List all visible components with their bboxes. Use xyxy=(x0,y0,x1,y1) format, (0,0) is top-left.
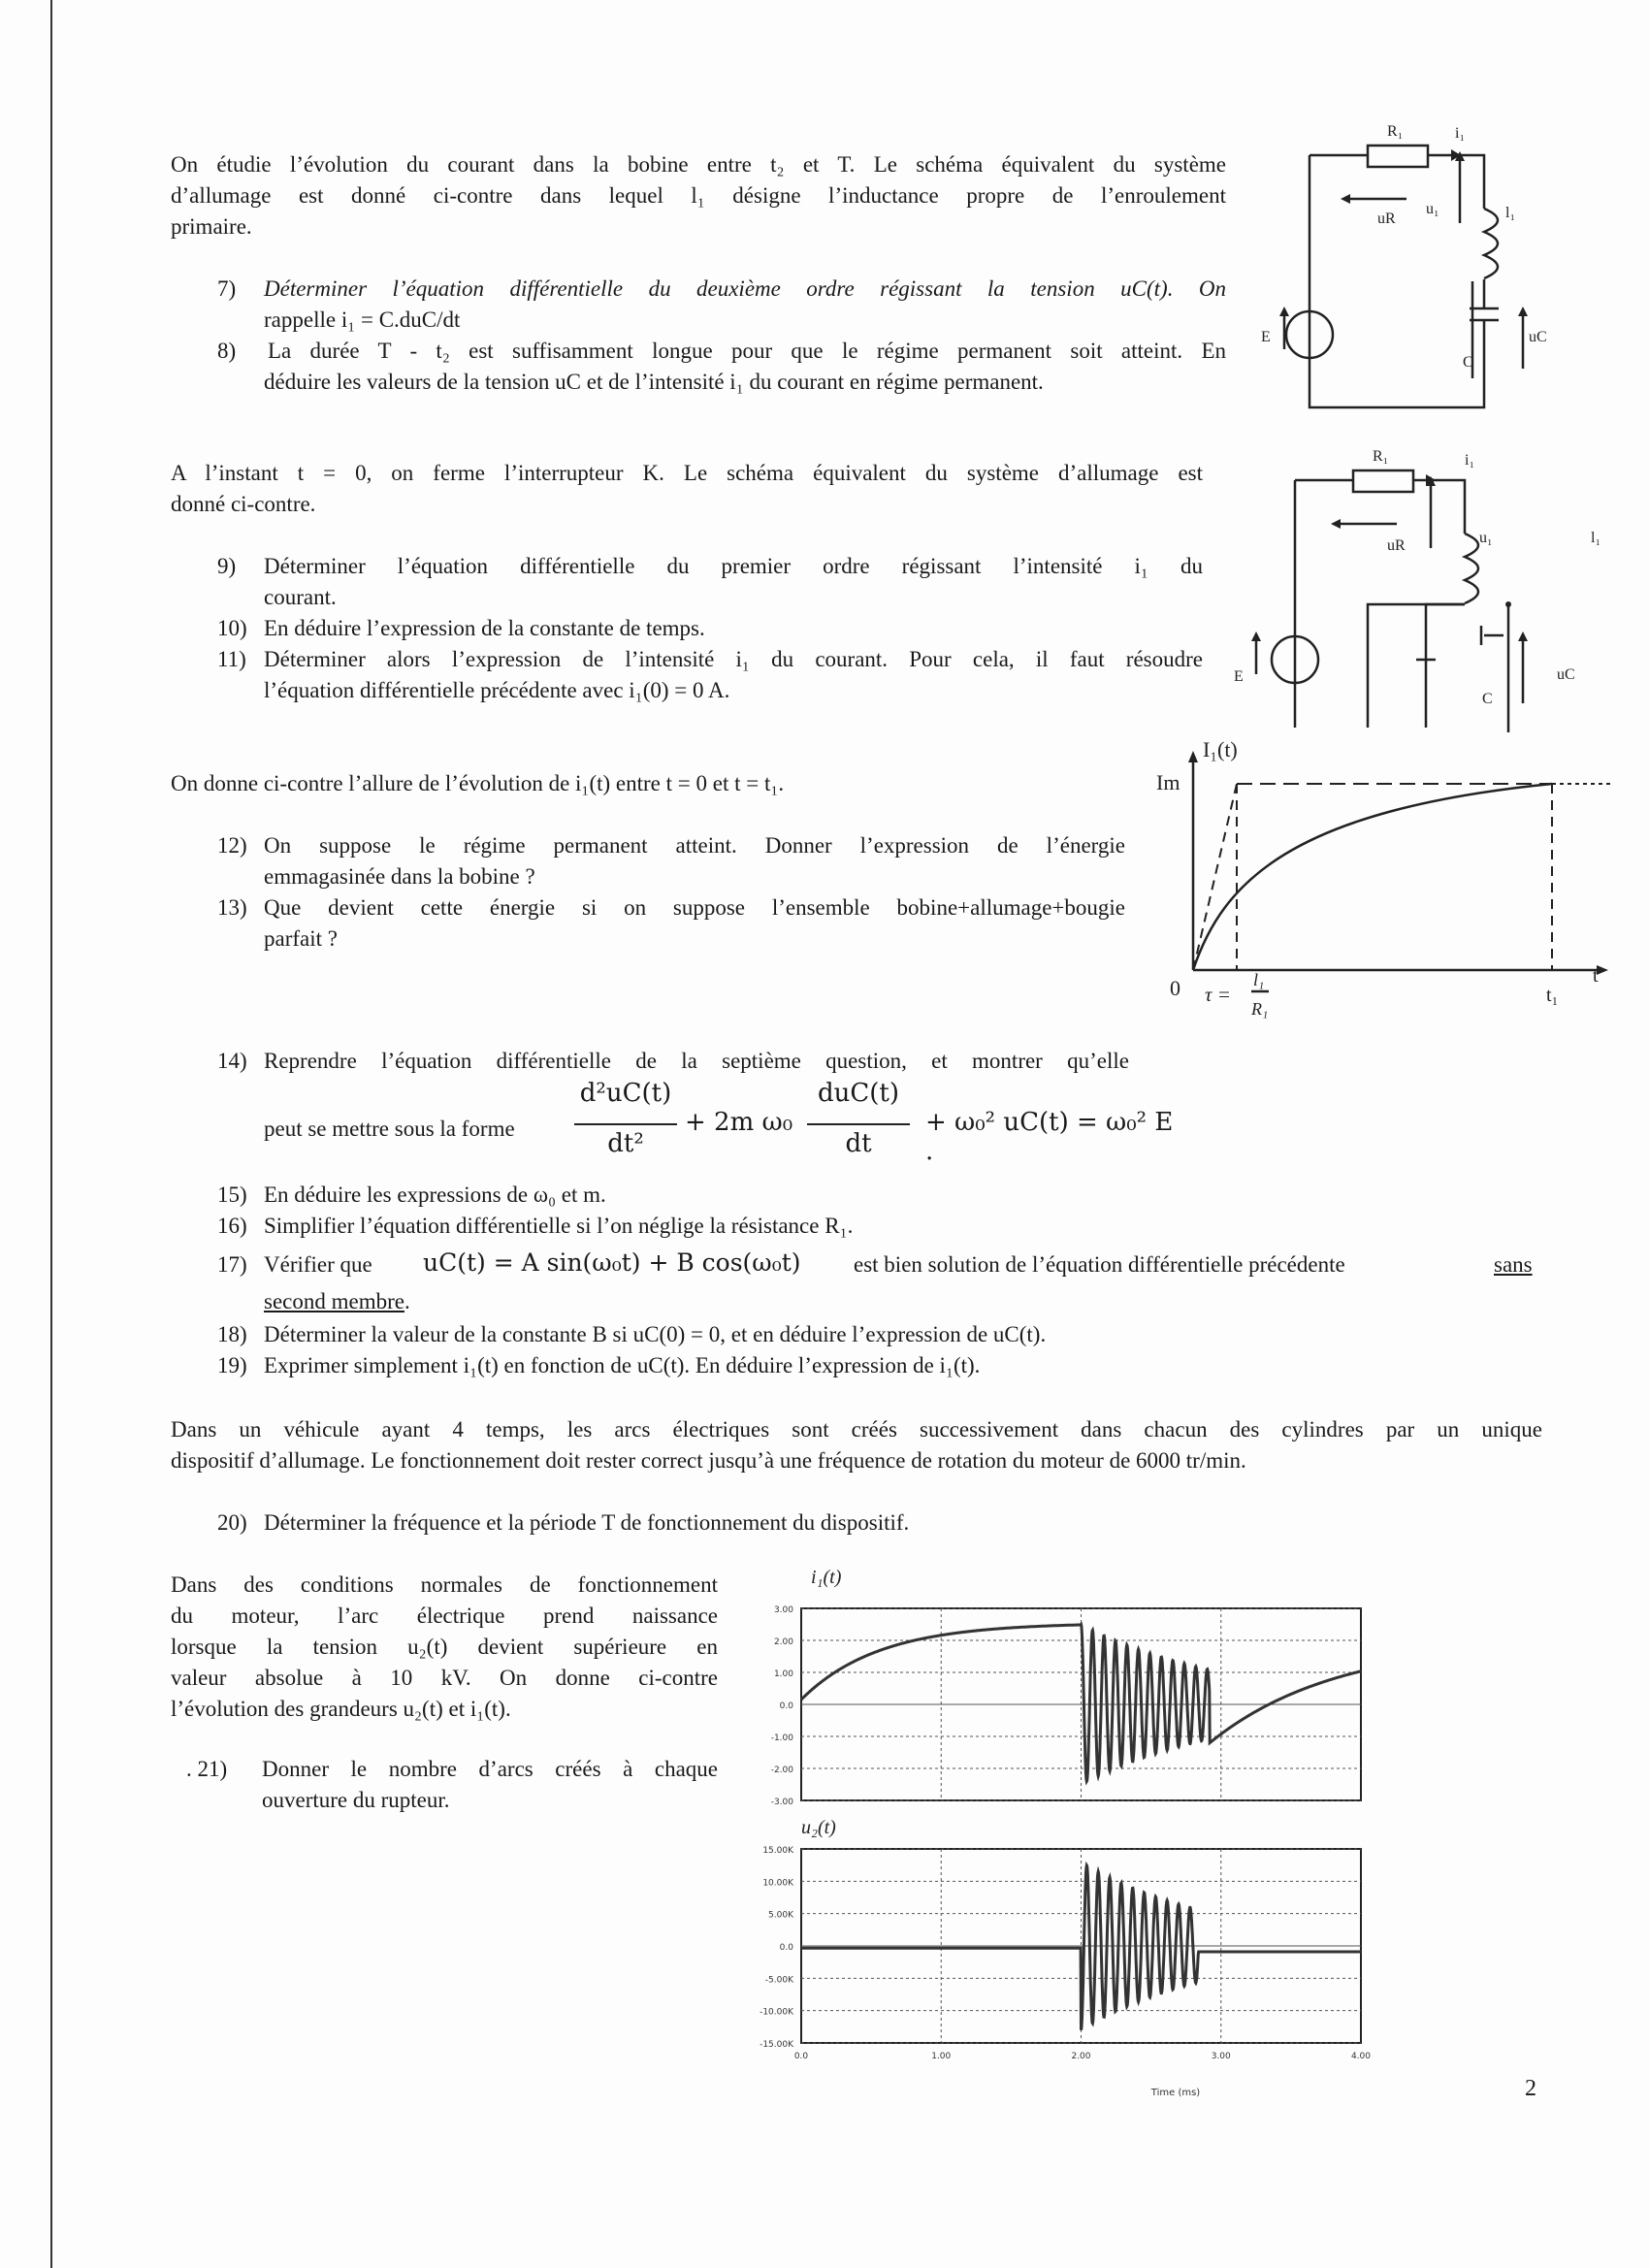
left-margin-rule xyxy=(50,0,52,2268)
question-text-line2: ouverture du rupteur. xyxy=(262,1788,450,1812)
chart-i1-title: i₁(t) xyxy=(811,1567,842,1588)
question-number: 18) xyxy=(217,1322,247,1346)
q17-underlined2: second membre xyxy=(264,1289,404,1313)
question-10 xyxy=(217,613,1203,644)
eq-frac2-den: dt xyxy=(845,1129,872,1158)
circuit-diagram-2 xyxy=(1232,441,1620,732)
q17-end: . xyxy=(404,1289,410,1313)
graph-Im: Im xyxy=(1156,770,1180,794)
y-tick-label: 3.00 xyxy=(773,1605,793,1615)
eq-frac1-bar xyxy=(574,1123,677,1125)
label-l1: l₁ xyxy=(1505,205,1516,221)
question-text-line1: Déterminer l’équation différentielle du deuxième ordre régissant la tension uC(t). On xyxy=(264,276,1226,301)
question-text: Déterminer la valeur de la constante B si uC(0) = 0, et en déduire l’expression de uC(t). xyxy=(264,1322,1047,1346)
question-18 xyxy=(217,1319,1284,1350)
intro5-line4: valeur absolue à 10 kV. On donne ci-contre xyxy=(171,1666,718,1690)
q17-formula: uC(t) = A sin(ω₀t) + B cos(ω₀t) xyxy=(423,1248,801,1277)
intro5-line3: lorsque la tension u₂(t) devient supérieure en xyxy=(171,1635,718,1659)
question-text-line2: emmagasinée dans la bobine ? xyxy=(264,864,535,889)
question-text: Déterminer la fréquence et la période T de fonctionnement du dispositif. xyxy=(264,1510,910,1535)
x-tick-label: 1.00 xyxy=(931,2052,952,2061)
label-u1: u₁ xyxy=(1426,201,1439,217)
question-text-line2: courant. xyxy=(264,585,337,609)
question-number: 8) xyxy=(217,339,237,363)
question-8 xyxy=(217,336,1226,398)
graph-t1: t₁ xyxy=(1546,985,1559,1006)
label-uC: uC xyxy=(1557,666,1575,683)
differential-equation xyxy=(572,1079,1174,1176)
question-text: Exprimer simplement i₁(t) en fonction de uC(t). En déduire l’expression de i₁(t). xyxy=(264,1353,981,1377)
chart-u2-title: u₂(t) xyxy=(801,1817,836,1838)
label-uR: uR xyxy=(1377,211,1396,227)
y-tick-label: -3.00 xyxy=(770,1798,793,1807)
question-number: 16) xyxy=(217,1214,247,1238)
chart-u2-xtitle: Time (ms) xyxy=(1150,2088,1201,2098)
question-text: En déduire l’expression de la constante de temps. xyxy=(264,616,705,640)
question-text: Simplifier l’équation différentielle si l’on néglige la résistance R₁. xyxy=(264,1214,854,1238)
question-text-line2: déduire les valeurs de la tension uC et de l’intensité i₁ du courant en régime permanent. xyxy=(264,370,1044,394)
current-rise-sketch xyxy=(1145,737,1610,1057)
y-tick-label: 0.0 xyxy=(779,1943,793,1953)
eq-frac2-bar xyxy=(807,1123,910,1125)
question-number: 20) xyxy=(217,1510,247,1535)
question-text: En déduire les expressions de ω₀ et m. xyxy=(264,1183,606,1207)
question-number: 13) xyxy=(217,895,247,920)
label-R1: R₁ xyxy=(1373,448,1389,465)
label-u1: u₁ xyxy=(1479,530,1493,546)
intro5-line1: Dans des conditions normales de fonctionnement xyxy=(171,1572,718,1597)
y-tick-label: -15.00K xyxy=(760,2040,793,2050)
y-tick-label: -2.00 xyxy=(770,1766,793,1775)
oscillogram-i1 xyxy=(737,1564,1600,1816)
question-number: 7) xyxy=(217,276,237,301)
question-number: . 21) xyxy=(186,1757,228,1781)
intro1-line1: On étudie l’évolution du courant dans la bobine entre t₂ et T. Le schéma équivalent du système xyxy=(171,152,1226,177)
label-C: C xyxy=(1463,354,1473,371)
question-17 xyxy=(217,1249,1546,1317)
graph-xlabel: t xyxy=(1593,965,1599,987)
intro2-line2: donné ci-contre. xyxy=(171,492,316,516)
question-11 xyxy=(217,644,1203,706)
question-19 xyxy=(217,1350,1284,1381)
question-15 xyxy=(217,1180,1187,1211)
eq-mid: + 2m ω₀ xyxy=(685,1108,793,1137)
question-text-line2: l’équation différentielle précédente avec i₁(0) = 0 A. xyxy=(264,678,730,702)
circuit-diagram-1 xyxy=(1251,116,1547,417)
question-number: 10) xyxy=(217,616,247,640)
q17-second-line xyxy=(264,1286,410,1317)
y-tick-label: 15.00K xyxy=(762,1846,793,1856)
question-12 xyxy=(217,830,1125,892)
question-text-line1: Donner le nombre d’arcs créés à chaque xyxy=(262,1757,718,1781)
chart-i1-ticks xyxy=(771,1605,794,1807)
question-text-line1: On suppose le régime permanent atteint. Donner l’expression de l’énergie xyxy=(264,833,1125,858)
oscillogram-u2 xyxy=(737,1816,1600,2107)
chart-u2-ticks xyxy=(760,1846,1371,2061)
y-tick-label: 5.00K xyxy=(768,1910,793,1921)
intro5-line5: l’évolution des grandeurs u₂(t) et i₁(t). xyxy=(171,1697,511,1721)
question-number: 12) xyxy=(217,833,247,858)
y-tick-label: 1.00 xyxy=(773,1669,793,1679)
question-text-line1: Reprendre l’équation différentielle de la septième question, et montrer qu’elle xyxy=(264,1049,1129,1073)
question-text-line1: Que devient cette énergie si on suppose l’ensemble bobine+allumage+bougie xyxy=(264,895,1125,920)
q17-post: est bien solution de l’équation différentielle précédente xyxy=(854,1252,1345,1277)
question-16 xyxy=(217,1211,1187,1242)
question-number: 11) xyxy=(217,647,246,671)
y-tick-label: 2.00 xyxy=(773,1637,793,1647)
question-7 xyxy=(217,274,1226,336)
question-20 xyxy=(217,1507,1284,1539)
intro4-line2: dispositif d’allumage. Le fonctionnement doit rester correct jusqu’à une fréquence de rotation du moteur de 6000 tr/min. xyxy=(171,1448,1246,1473)
label-uC: uC xyxy=(1529,329,1547,345)
question-9 xyxy=(217,551,1203,613)
graph-tau: τ = xyxy=(1205,983,1231,1006)
y-tick-label: -5.00K xyxy=(764,1975,793,1986)
label-C: C xyxy=(1482,691,1493,707)
label-E: E xyxy=(1261,329,1271,345)
label-E: E xyxy=(1234,668,1244,685)
intro1-line3: primaire. xyxy=(171,214,252,239)
eq-frac2-num: duC(t) xyxy=(817,1079,900,1108)
question-13 xyxy=(217,892,1125,955)
question-14 xyxy=(217,1046,1129,1077)
page-number: 2 xyxy=(1525,2076,1536,2101)
graph-ylabel: I₁(t) xyxy=(1203,737,1238,761)
question-number: 17) xyxy=(217,1252,247,1277)
x-tick-label: 2.00 xyxy=(1071,2052,1091,2061)
label-i1: i₁ xyxy=(1465,452,1475,469)
label-l1: l₁ xyxy=(1591,530,1601,546)
question-number: 19) xyxy=(217,1353,247,1377)
eq-tail: + ω₀² uC(t) = ω₀² E . xyxy=(925,1108,1174,1166)
x-tick-label: 4.00 xyxy=(1350,2052,1372,2061)
question-text-line1: Déterminer l’équation différentielle du premier ordre régissant l’intensité i₁ du xyxy=(264,554,1203,578)
y-tick-label: 0.0 xyxy=(779,1701,793,1711)
intro3: On donne ci-contre l’allure de l’évolution de i₁(t) entre t = 0 et t = t₁. xyxy=(171,771,785,795)
graph-origin: 0 xyxy=(1170,976,1180,1000)
question-number: 14) xyxy=(217,1049,247,1073)
y-tick-label: 10.00K xyxy=(762,1878,793,1889)
label-uR: uR xyxy=(1387,537,1406,554)
question-text-line1: La durée T - t₂ est suffisamment longue pour que le régime permanent soit atteint. En xyxy=(268,339,1226,363)
question-text-line1: Déterminer alors l’expression de l’intensité i₁ du courant. Pour cela, il faut résoudre xyxy=(264,647,1203,671)
x-tick-label: 0.0 xyxy=(793,2052,809,2061)
question-21 xyxy=(186,1754,718,1816)
question-number: 15) xyxy=(217,1183,247,1207)
label-i1: i₁ xyxy=(1455,125,1466,142)
intro1-line2: d’allumage est donné ci-contre dans lequel l₁ désigne l’inductance propre de l’enroulement xyxy=(171,183,1226,208)
y-tick-label: -10.00K xyxy=(760,2007,793,2018)
eq-frac1-den: dt² xyxy=(607,1129,644,1158)
q17-underlined1: sans xyxy=(1494,1252,1533,1277)
q17-pre: Vérifier que xyxy=(264,1252,372,1277)
question-number: 9) xyxy=(217,554,237,578)
intro4-line1: Dans un véhicule ayant 4 temps, les arcs électriques sont créés successivement dans chacun des cylindres par un unique xyxy=(171,1417,1542,1442)
label-R1: R₁ xyxy=(1387,123,1404,140)
graph-tau-den: R₁ xyxy=(1251,999,1269,1019)
eq-frac1-num: d²uC(t) xyxy=(579,1079,672,1108)
y-tick-label: -1.00 xyxy=(770,1733,793,1743)
question-text-line2: rappelle i₁ = C.duC/dt xyxy=(264,308,461,332)
graph-tau-num: l₁ xyxy=(1253,970,1265,989)
intro2-line1: A l’instant t = 0, on ferme l’interrupteur K. Le schéma équivalent du système d’allumage est xyxy=(171,461,1203,485)
intro5-line2: du moteur, l’arc électrique prend naissance xyxy=(171,1604,718,1628)
question-text-line2: parfait ? xyxy=(264,926,338,951)
x-tick-label: 3.00 xyxy=(1211,2052,1231,2061)
q14-line2-prefix: peut se mettre sous la forme xyxy=(264,1117,515,1141)
